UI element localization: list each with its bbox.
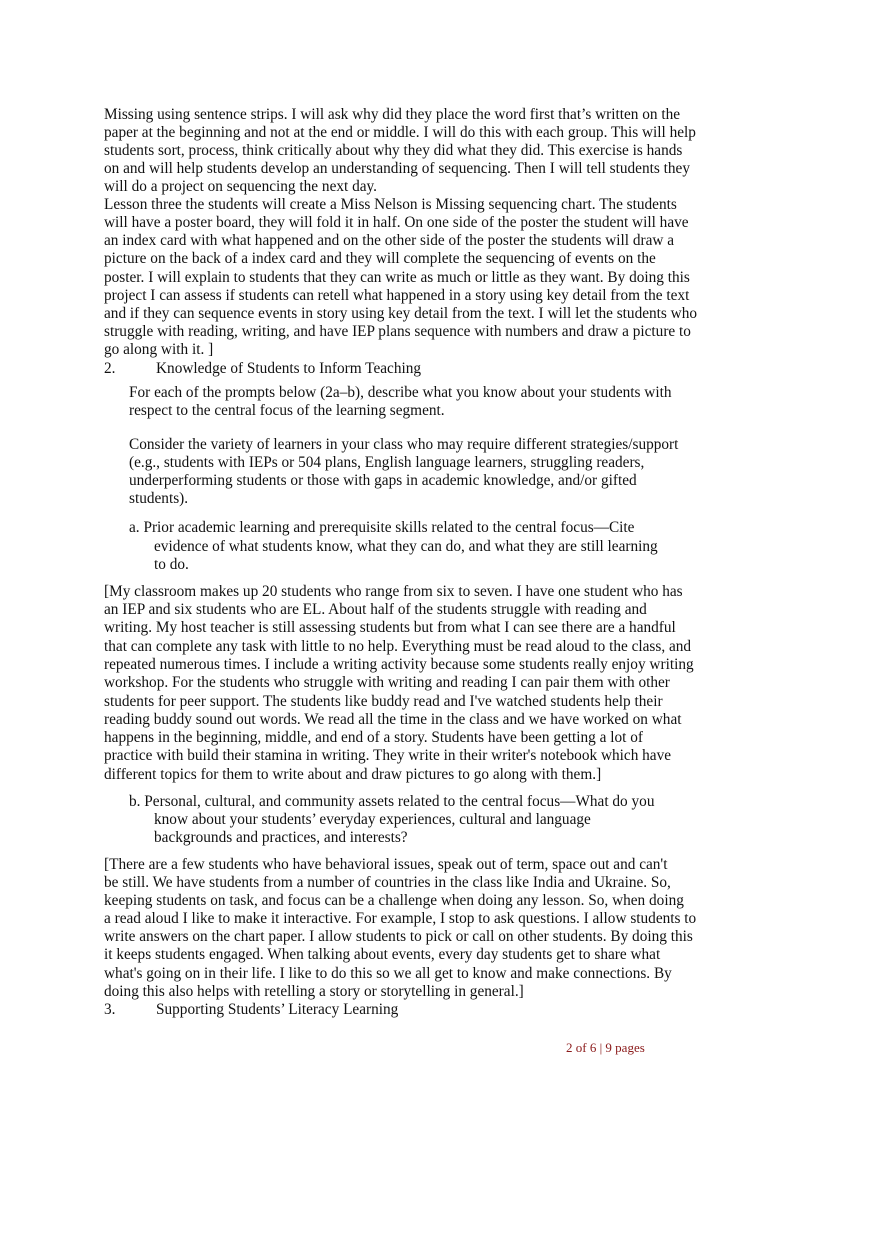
paragraph-line: an index card with what happened and on the other side of the poster the students will draw a	[104, 232, 675, 249]
answer-line: be still. We have students from a number of countries in the class like India and Ukraine. So,	[104, 874, 671, 891]
answer-line: writing. My host teacher is still assessing students but from what I can see there are a handful	[104, 619, 676, 636]
page-number-footer: 2 of 6 | 9 pages	[566, 1040, 645, 1055]
prompt-line: respect to the central focus of the learning segment.	[129, 402, 445, 419]
paragraph-line: students sort, process, think critically about why they did what they did. This exercise is hands	[104, 142, 683, 159]
item-line: know about your students’ everyday experiences, cultural and language	[154, 811, 591, 828]
item-line: backgrounds and practices, and interests?	[154, 829, 408, 846]
paragraph-line: will do a project on sequencing the next day.	[104, 178, 377, 195]
item-line: evidence of what students know, what they can do, and what they are still learning	[154, 538, 658, 555]
paragraph-line: project I can assess if students can retell what happened in a story using key detail from the text	[104, 287, 690, 304]
answer-line: an IEP and six students who are EL. About half of the students struggle with reading and	[104, 601, 647, 618]
answer-line: different topics for them to write about and draw pictures to go along with them.]	[104, 766, 602, 783]
item-line: to do.	[154, 556, 189, 573]
item-line: b. Personal, cultural, and community assets related to the central focus—What do you	[129, 793, 655, 810]
paragraph-line: poster. I will explain to students that they can write as much or little as they want. By doing this	[104, 269, 690, 286]
prompt-line: underperforming students or those with gaps in academic knowledge, and/or gifted	[129, 472, 637, 489]
prompt-line: For each of the prompts below (2a–b), describe what you know about your students with	[129, 384, 672, 401]
section-title: Knowledge of Students to Inform Teaching	[156, 360, 422, 377]
paragraph-line: go along with it. ]	[104, 341, 214, 358]
paragraph-line: Missing using sentence strips. I will ask why did they place the word first that’s written on the	[104, 106, 681, 123]
answer-line: keeping students on task, and focus can be a challenge when doing any lesson. So, when doing	[104, 892, 684, 909]
answer-line: [There are a few students who have behavioral issues, speak out of term, space out and can't	[104, 856, 668, 873]
paragraph-line: on and will help students develop an understanding of sequencing. Then I will tell students they	[104, 160, 690, 177]
answer-line: write answers on the chart paper. I allow students to pick or call on other students. By doing this	[104, 928, 693, 945]
paragraph-line: picture on the back of a index card and they will complete the sequencing of events on the	[104, 250, 656, 267]
answer-line: a read aloud I like to make it interactive. For example, I stop to ask questions. I allow students to	[104, 910, 697, 927]
answer-line: workshop. For the students who struggle with writing and reading I can pair them with other	[104, 674, 670, 691]
answer-line: [My classroom makes up 20 students who range from six to seven. I have one student who has	[104, 583, 683, 600]
paragraph-line: will have a poster board, they will fold it in half. On one side of the poster the student will have	[104, 214, 689, 231]
answer-line: students for peer support. The students like buddy read and I've watched students help their	[104, 693, 663, 710]
answer-line: what's going on in their life. I like to do this so we all get to know and make connections. By	[104, 965, 672, 982]
prompt-line: Consider the variety of learners in your class who may require different strategies/support	[129, 436, 679, 453]
answer-line: that can complete any task with little to no help. Everything must be read aloud to the class, and	[104, 638, 692, 655]
answer-line: practice with build their stamina in writing. They write in their writer's notebook which have	[104, 747, 672, 764]
answer-line: repeated numerous times. I include a writing activity because some students really enjoy writing	[104, 656, 694, 673]
section-number: 3.	[104, 1001, 116, 1018]
prompt-line: students).	[129, 490, 189, 507]
section-number: 2.	[104, 360, 116, 377]
paragraph-line: paper at the beginning and not at the end or middle. I will do this with each group. This will help	[104, 124, 696, 141]
paragraph-line: struggle with reading, writing, and have IEP plans sequence with numbers and draw a picture to	[104, 323, 691, 340]
answer-line: doing this also helps with retelling a story or storytelling in general.]	[104, 983, 524, 1000]
answer-line: happens in the beginning, middle, and end of a story. Students have been getting a lot of	[104, 729, 643, 746]
section-title: Supporting Students’ Literacy Learning	[156, 1001, 399, 1018]
answer-line: reading buddy sound out words. We read all the time in the class and we have worked on what	[104, 711, 682, 728]
paragraph-line: and if they can sequence events in story using key detail from the text. I will let the students who	[104, 305, 698, 322]
answer-line: it keeps students engaged. When talking about events, every day students get to share what	[104, 946, 661, 963]
paragraph-line: Lesson three the students will create a Miss Nelson is Missing sequencing chart. The students	[104, 196, 677, 213]
item-line: a. Prior academic learning and prerequisite skills related to the central focus—Cite	[129, 519, 635, 536]
prompt-line: (e.g., students with IEPs or 504 plans, English language learners, struggling readers,	[129, 454, 645, 471]
